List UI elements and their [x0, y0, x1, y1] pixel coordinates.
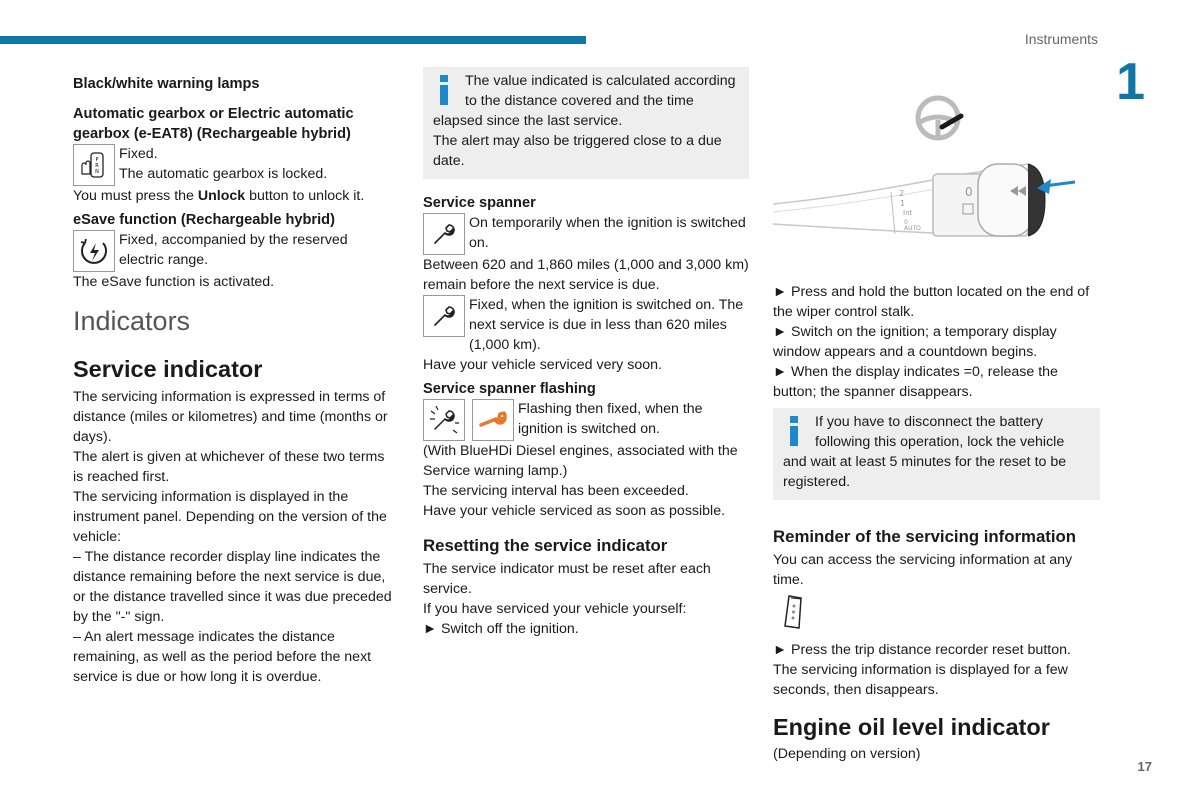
esave-fixed: Fixed, accompanied by the reserved electric range.: [119, 232, 348, 268]
reset-p2: If you have serviced your vehicle yourself:: [423, 601, 687, 617]
info-box-battery: [773, 408, 1100, 500]
service-p1: The servicing information is expressed in terms of distance (miles or kilometres) and time (months or days).: [73, 389, 388, 445]
info-due-date: The alert may also be triggered close to a due date.: [433, 133, 722, 169]
gearbox-locked: The automatic gearbox is locked.: [119, 166, 328, 182]
esave-title: eSave function (Rechargeable hybrid): [73, 212, 335, 228]
service-p5: – An alert message indicates the distance remaining, as well as the period before the next service is due or how long it is overdue.: [73, 629, 372, 685]
spanner-orange-icon: [472, 399, 514, 441]
svg-text:AUTO: AUTO: [904, 225, 921, 232]
svg-text:Int: Int: [903, 209, 913, 217]
spanner-on-text: On temporarily when the ignition is switched on.: [469, 215, 746, 251]
header-accent-bar: [0, 36, 586, 44]
esave-icon: [73, 230, 115, 272]
gearbox-lock-icon: [73, 144, 115, 186]
column-middle: [423, 67, 749, 639]
spanner-flashing-text: Flashing then fixed, when the ignition is switched on.: [518, 401, 703, 437]
spanner-flashing-icon: [423, 399, 465, 441]
reset-step-release: ► When the display indicates =0, release the button; the spanner disappears.: [773, 364, 1058, 400]
spanner-icon: [423, 213, 465, 255]
svg-text:R: R: [95, 163, 99, 169]
spanner-flashing-title: Service spanner flashing: [423, 381, 596, 397]
reminder-p2: The servicing information is displayed for a few seconds, then disappears.: [773, 662, 1068, 698]
svg-text:0: 0: [965, 185, 973, 199]
section-name: Instruments: [1024, 31, 1098, 47]
spanner-on-row: [423, 213, 749, 255]
trip-reset-button-icon: [779, 592, 809, 632]
svg-text:N: N: [95, 169, 99, 175]
info-icon: [433, 75, 455, 109]
spanner-soon: Have your vehicle serviced very soon.: [423, 357, 662, 373]
reset-step1: ► Switch off the ignition.: [423, 621, 579, 637]
service-p3: The servicing information is displayed in the instrument panel. Depending on the version of the vehicle:: [73, 489, 387, 545]
oil-level-heading: Engine oil level indicator: [773, 714, 1050, 740]
service-p2: The alert is given at whichever of these two terms is reached first.: [73, 449, 385, 485]
column-right: [773, 84, 1100, 764]
spanner-flashing-row: [423, 399, 749, 441]
info-box-calculation: [423, 67, 749, 179]
svg-text:P: P: [95, 157, 99, 163]
info-icon: [783, 416, 805, 450]
spanner-bluehdi: (With BlueHDi Diesel engines, associated with the Service warning lamp.): [423, 443, 738, 479]
reset-step-press-hold: ► Press and hold the button located on the end of the wiper control stalk.: [773, 284, 1090, 320]
bw-lamps-title: Black/white warning lamps: [73, 76, 260, 92]
spanner-asap: Have your vehicle serviced as soon as possible.: [423, 503, 726, 519]
spanner-fixed-row: [423, 295, 749, 355]
wiper-stalk-illustration: [773, 84, 1100, 264]
indicators-heading: Indicators: [73, 306, 191, 336]
spanner-icon: [423, 295, 465, 337]
service-indicator-heading: Service indicator: [73, 356, 263, 382]
info-calculation: The value indicated is calculated according to the distance covered and the time elapsed since the last service.: [433, 73, 736, 129]
reset-p1: The service indicator must be reset after each service.: [423, 561, 711, 597]
gearbox-lamp-row: [73, 144, 395, 186]
spanner-title: Service spanner: [423, 195, 536, 211]
svg-text:0: 0: [904, 219, 908, 226]
svg-text:1: 1: [900, 199, 906, 208]
esave-lamp-row: [73, 230, 395, 272]
esave-active: The eSave function is activated.: [73, 274, 275, 290]
svg-text:2: 2: [899, 189, 905, 198]
spanner-exceeded: The servicing interval has been exceeded.: [423, 483, 689, 499]
reminder-p: You can access the servicing information at any time.: [773, 552, 1073, 588]
oil-level-note: (Depending on version): [773, 746, 921, 762]
gearbox-fixed: Fixed.: [119, 146, 158, 162]
column-left: [73, 72, 395, 687]
chapter-number: 1: [1116, 53, 1145, 111]
gearbox-title: Automatic gearbox or Electric automatic gearbox (e-EAT8) (Rechargeable hybrid): [73, 106, 354, 142]
steering-wheel-icon: [918, 98, 961, 138]
info-battery: If you have to disconnect the battery following this operation, lock the vehicle and wait at least 5 minutes for the reset to be registered.: [783, 414, 1067, 490]
gearbox-unlock-text: You must press the Unlock button to unlock it.: [73, 188, 365, 204]
spanner-fixed-text: Fixed, when the ignition is switched on. The next service is due in less than 620 miles (1,000 km).: [469, 297, 744, 353]
reset-heading: Resetting the service indicator: [423, 536, 668, 555]
reminder-heading: Reminder of the servicing information: [773, 527, 1077, 546]
reset-step-ignition: ► Switch on the ignition; a temporary display window appears and a countdown begins.: [773, 324, 1057, 360]
service-p4: – The distance recorder display line indicates the distance remaining before the next service is due, or the distance travelled since it was due preceded by the "-" sign.: [73, 549, 392, 625]
page-number: 17: [1137, 759, 1152, 774]
spanner-between: Between 620 and 1,860 miles (1,000 and 3,000 km) remain before the next service is due.: [423, 257, 749, 293]
reminder-step: ► Press the trip distance recorder reset button.: [773, 642, 1071, 658]
